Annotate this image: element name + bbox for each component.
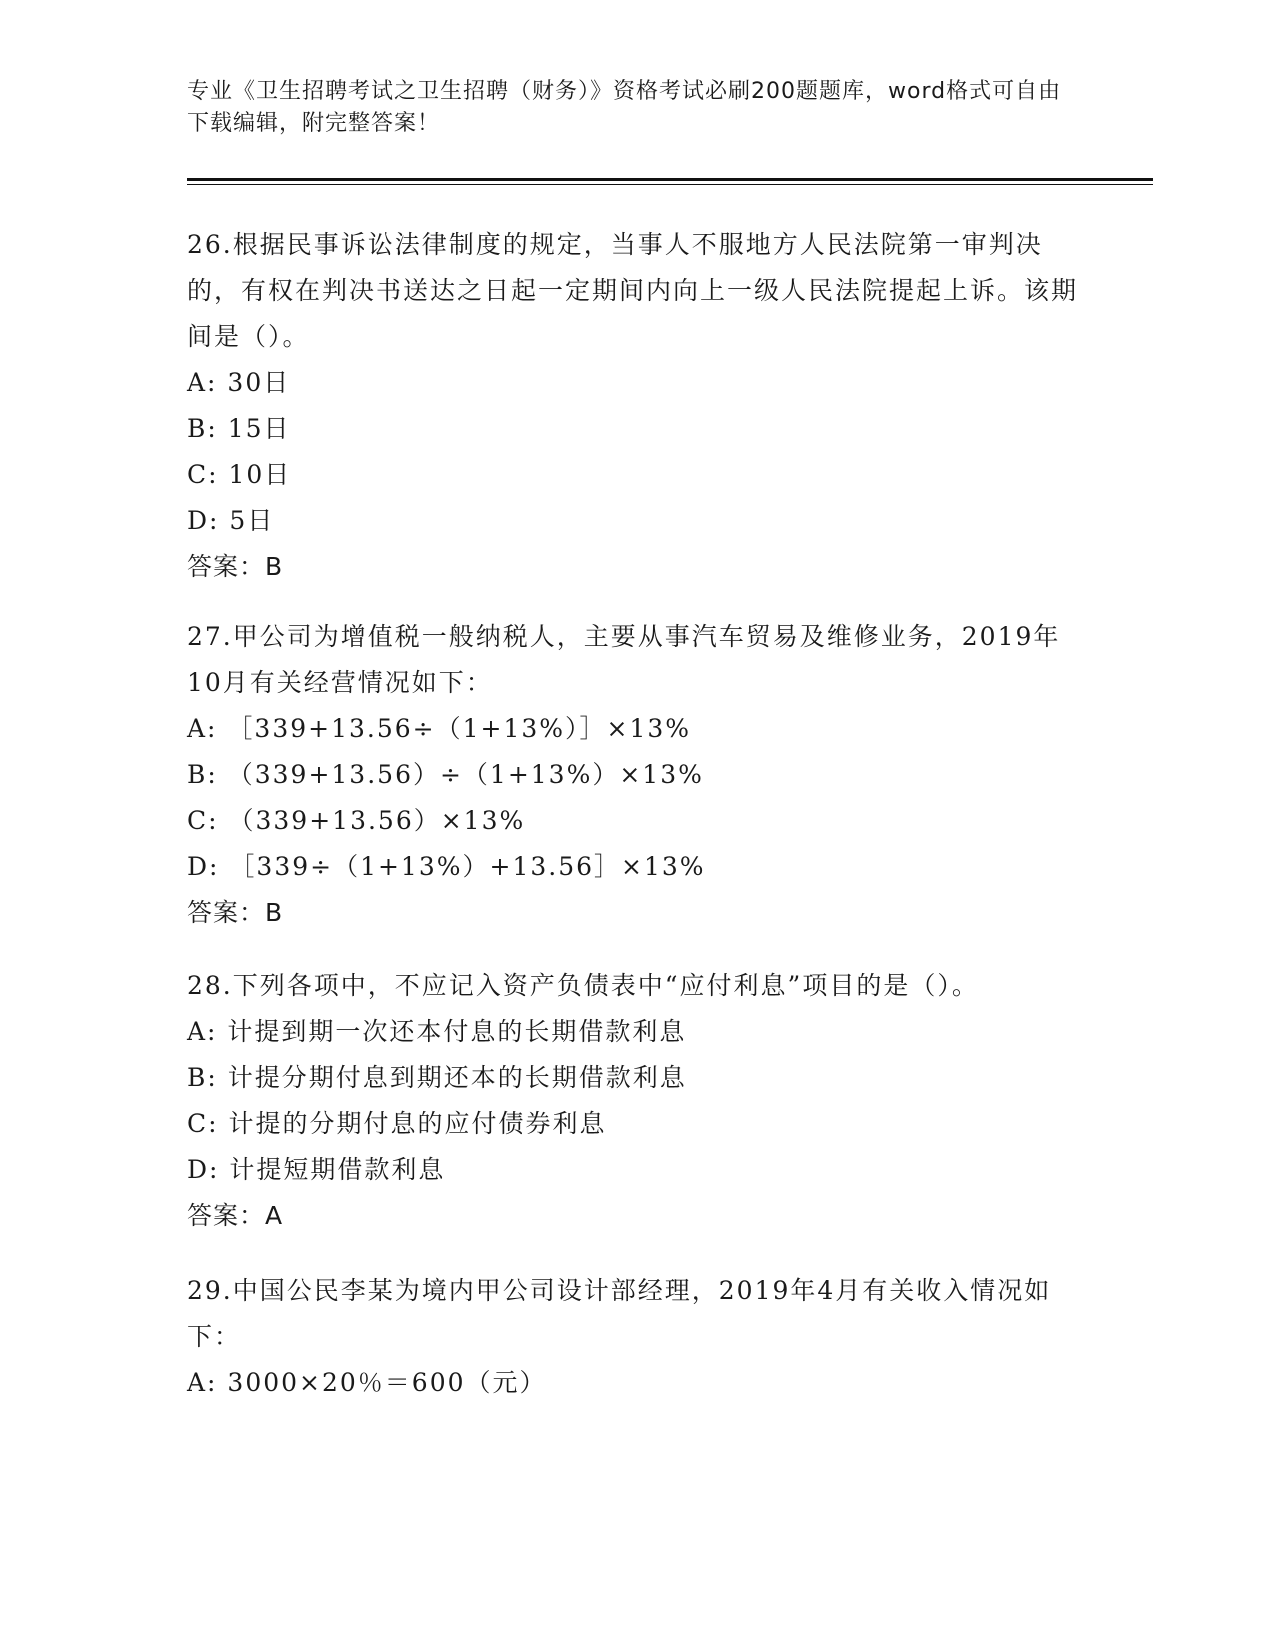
question-stem: 27.甲公司为增值税一般纳税人，主要从事汽车贸易及维修业务，2019年10月有关经营情况如下： [187, 622, 1061, 697]
answer-label: 答案：B [187, 898, 284, 927]
question-26 [187, 222, 1087, 590]
answer-label: 答案：B [187, 552, 284, 581]
option-b: B: 计提分期付息到期还本的长期借款利息 [187, 1063, 687, 1092]
option-d: D: 5日 [187, 506, 275, 535]
question-29 [187, 1268, 1087, 1406]
option-b: B: 15日 [187, 414, 291, 443]
question-stem: 29.中国公民李某为境内甲公司设计部经理，2019年4月有关收入情况如下： [187, 1276, 1052, 1351]
question-stem: 26.根据民事诉讼法律制度的规定，当事人不服地方人民法院第一审判决的，有权在判决书送达之日起一定期间内向上一级人民法院提起上诉。该期间是（）。 [187, 230, 1079, 351]
header-divider-thin [187, 184, 1153, 185]
option-c: C: （339+13.56）×13% [187, 806, 526, 835]
question-stem: 28.下列各项中，不应记入资产负债表中“应付利息”项目的是（）。 [187, 971, 979, 1000]
option-a: A: ［339+13.56÷（1+13%）］×13% [187, 714, 692, 743]
option-a: A: 30日 [187, 368, 291, 397]
option-c: C: 计提的分期付息的应付债券利息 [187, 1109, 607, 1138]
document-header: 专业《卫生招聘考试之卫生招聘（财务）》资格考试必刷200题题库，word格式可自由下载编辑，附完整答案！ [187, 79, 1062, 136]
option-b: B: （339+13.56）÷（1+13%）×13% [187, 760, 704, 789]
option-a: A: 计提到期一次还本付息的长期借款利息 [187, 1017, 687, 1046]
option-d: D: ［339÷（1+13%）+13.56］×13% [187, 852, 706, 881]
option-c: C: 10日 [187, 460, 292, 489]
option-d: D: 计提短期借款利息 [187, 1155, 446, 1184]
question-28 [187, 963, 1087, 1239]
answer-label: 答案：A [187, 1201, 284, 1230]
option-a: A: 3000×20％＝600（元） [187, 1368, 547, 1397]
header-divider-thick [187, 178, 1153, 181]
question-27 [187, 614, 1087, 936]
